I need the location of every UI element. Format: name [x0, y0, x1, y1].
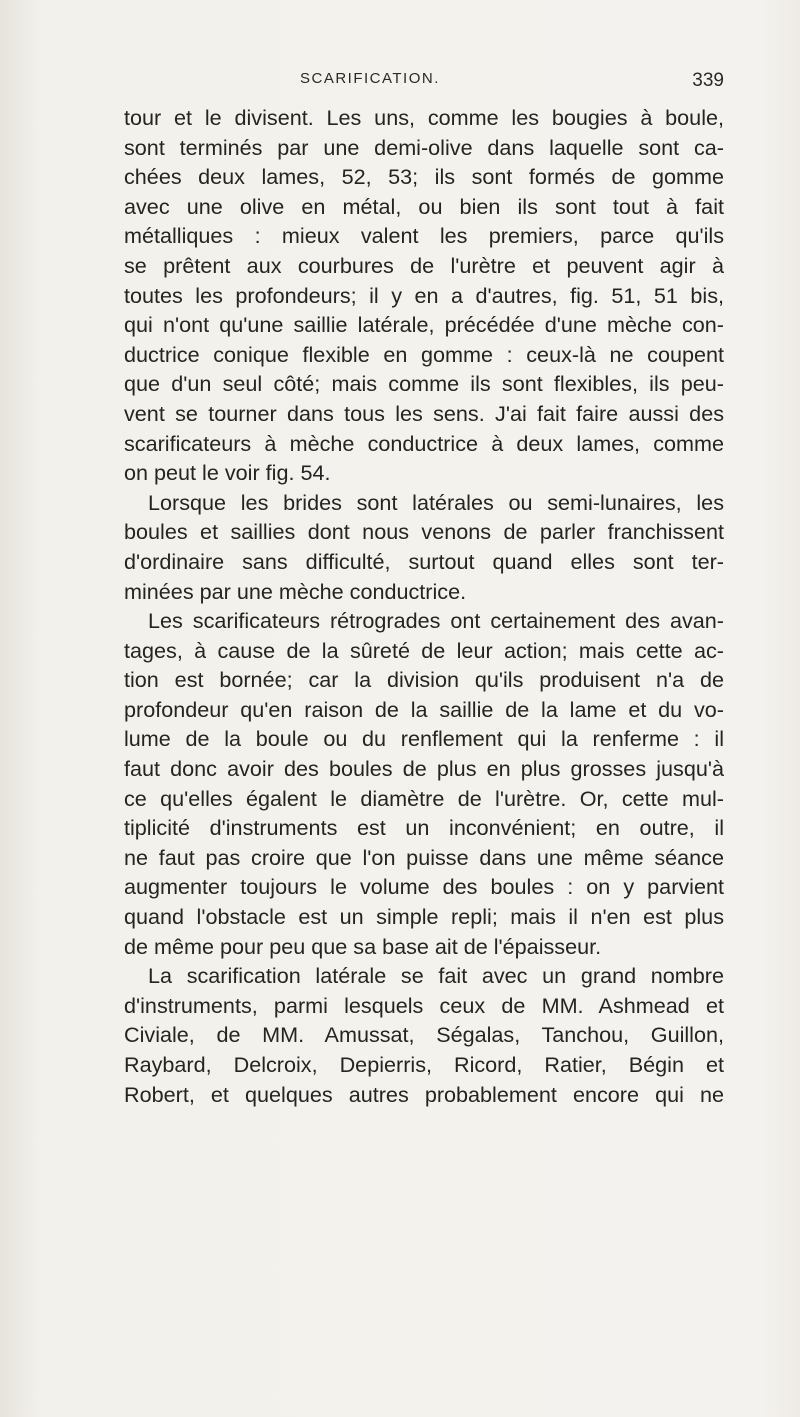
text-line: tiplicité d'instruments est un inconvénient; en outre, il [124, 815, 724, 841]
body-text [124, 103, 724, 1109]
paragraph [124, 961, 724, 1109]
text-line: d'instruments, parmi lesquels ceux de MM. Ashmead et [124, 992, 724, 1018]
text-line: ductrice conique flexible en gomme : ceux-là ne coupent [124, 341, 724, 367]
text-line: scarificateurs à mèche conductrice à deux lames, comme [124, 430, 724, 456]
text-line: Civiale, de MM. Amussat, Ségalas, Tanchou, Guillon, [124, 1022, 724, 1048]
text-line: toutes les profondeurs; il y en a d'autres, fig. 51, 51 bis, [124, 282, 724, 308]
text-line: que d'un seul côté; mais comme ils sont flexibles, ils peu- [124, 371, 724, 397]
text-line: avec une olive en métal, ou bien ils sont tout à fait [124, 193, 724, 219]
text-line: profondeur qu'en raison de la saillie de la lame et du vo- [124, 696, 724, 722]
text-line: on peut le voir fig. 54. [124, 460, 331, 486]
text-line: Robert, et quelques autres probablement encore qui ne [124, 1081, 724, 1107]
text-line: ne faut pas croire que l'on puisse dans une même séance [124, 844, 724, 870]
text-line: tages, à cause de la sûreté de leur action; mais cette ac- [124, 637, 724, 663]
text-line: métalliques : mieux valent les premiers, parce qu'ils [124, 223, 724, 249]
text-line: ce qu'elles égalent le diamètre de l'urètre. Or, cette mul- [124, 785, 724, 811]
text-line: lume de la boule ou du renflement qui la renferme : il [124, 726, 724, 752]
text-line: chées deux lames, 52, 53; ils sont formés de gomme [124, 164, 724, 190]
text-line: se prêtent aux courbures de l'urètre et peuvent agir à [124, 252, 724, 278]
text-line: de même pour peu que sa base ait de l'épaisseur. [124, 933, 602, 959]
page-header [120, 70, 724, 100]
running-head: SCARIFICATION. [300, 70, 440, 87]
text-line: Lorsque les brides sont latérales ou semi-lunaires, les [148, 489, 724, 515]
paragraph [124, 606, 724, 961]
page-number: 339 [692, 70, 724, 91]
paragraph [124, 488, 724, 606]
paragraph [124, 103, 724, 488]
text-line: La scarification latérale se fait avec un grand nombre [148, 963, 724, 989]
text-line: faut donc avoir des boules de plus en plus grosses jusqu'à [124, 756, 724, 782]
text-line: augmenter toujours le volume des boules : on y parvient [124, 874, 724, 900]
text-line: vent se tourner dans tous les sens. J'ai fait faire aussi des [124, 400, 724, 426]
text-line: qui n'ont qu'une saillie latérale, précédée d'une mèche con- [124, 312, 724, 338]
text-line: quand l'obstacle est un simple repli; mais il n'en est plus [124, 904, 724, 930]
text-line: Les scarificateurs rétrogrades ont certainement des avan- [148, 608, 724, 634]
text-line: minées par une mèche conductrice. [124, 578, 467, 604]
text-line: d'ordinaire sans difficulté, surtout quand elles sont ter- [124, 548, 724, 574]
text-line: tour et le divisent. Les uns, comme les bougies à boule, [124, 105, 724, 130]
text-line: sont terminés par une demi-olive dans laquelle sont ca- [124, 134, 724, 160]
text-line: tion est bornée; car la division qu'ils produisent n'a de [124, 667, 724, 693]
text-line: Raybard, Delcroix, Depierris, Ricord, Ratier, Bégin et [124, 1052, 724, 1077]
text-line: boules et saillies dont nous venons de parler franchissent [124, 519, 724, 545]
